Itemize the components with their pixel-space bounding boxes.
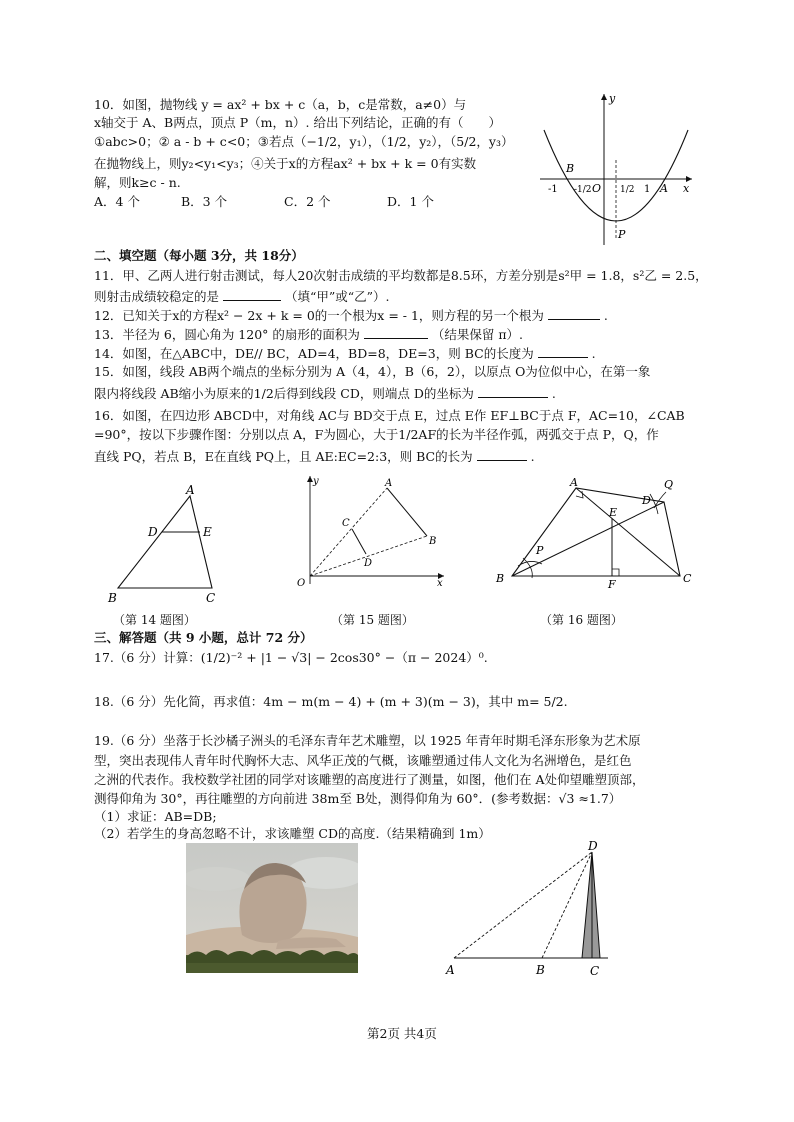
q18-line: 18.（6 分）先化简，再求值：4m − m(m − 4) + (m + 3)(m − 3)，其中 m= 5/2. [94,694,568,709]
q10-option-a: A．4 个 [94,194,140,209]
q12-text-b: . [603,308,608,323]
fig15-coordinate-figure [284,472,450,590]
fig15-label-c: C [342,518,350,529]
fig15-label-y: y [313,476,319,487]
q10-tick-1: 1 [644,184,651,195]
q19-line-3: 之洲的代表作。我校数学社团的同学对该雕塑的高度进行了测量，如图，他们在 A处仰望雕塑顶部， [94,772,645,787]
q15-line-1: 15．如图，线段 AB两个端点的坐标分别为 A（4，4），B（6，2），以原点 O为位似中心，在第一象 [94,364,651,379]
q19-elevation-figure [440,838,620,980]
q19-label-d: D [588,839,598,853]
q10-tick-half: 1/2 [620,185,635,195]
q16-text-b: . [530,449,535,464]
q10-x-label: x [683,182,690,195]
q13-answer-blank[interactable] [364,326,428,339]
q19-label-b: B [536,963,545,977]
q16-answer-blank[interactable] [477,448,527,461]
fig14-label-b: B [108,591,117,605]
fig15-label-o: O [297,578,306,589]
fig16-label-c: C [683,572,692,585]
fig16-label-d: D [642,494,651,507]
q10-option-c: C．2 个 [284,194,331,209]
section-3-heading: 三、解答题（共 9 小题，总计 72 分） [94,630,313,645]
fig15-caption: （第 15 题图） [331,613,414,627]
fig14-label-e: E [203,525,212,539]
q11-answer-blank[interactable] [223,288,281,301]
q10-b-label: B [566,162,575,175]
q16-line-2: =90°，按以下步骤作图：分别以点 A，F为圆心，大于1/2AF的长为半径作弧，两弧交于点 P，Q，作 [94,427,659,442]
q12-text-a: 12．已知关于x的方程x² − 2x + k = 0的一个根为x = - 1，则方程的另一个根为 [94,308,544,323]
q10-tick-mhalf: -1/2 [574,185,592,195]
fig16-label-f: F [608,578,616,591]
q19-label-c: C [590,964,600,978]
q10-p-label: P [618,228,626,241]
q10-o-label: O [592,182,602,195]
q10-option-d: D．1 个 [387,194,434,209]
fig14-label-a: A [186,484,195,497]
fig15-label-d: D [364,558,373,569]
fig14-caption: （第 14 题图） [113,613,196,627]
section-2-heading: 二、填空题（每小题 3分，共 18分） [94,248,304,263]
page-footer: 第2页 共4页 [367,1026,437,1041]
q14-text-b: . [591,346,596,361]
q16-line-3 [94,448,535,465]
q13-line [94,326,523,343]
q13-text-b: （结果保留 π）. [431,327,524,342]
q19-part-2: （2）若学生的身高忽略不计，求该雕塑 CD的高度.（结果精确到 1m） [94,826,491,841]
fig16-label-q: Q [664,478,674,491]
q10-line-3: ①abc>0；② a - b + c<0；③若点（−1/2，y₁），（1/2，y₂），（5/2，y₃） [94,134,514,149]
fig16-label-a: A [570,476,578,489]
fig16-quadrilateral [490,474,700,592]
q14-text-a: 14．如图，在△ABC中，DE// BC，AD=4，BD=8，DE=3，则 BC的长度为 [94,346,534,361]
fig16-caption: （第 16 题图） [540,613,623,627]
q15-line-2 [94,385,556,402]
q13-text-a: 13．半径为 6，圆心角为 120° 的扇形的面积为 [94,327,360,342]
fig16-label-e: E [609,506,618,519]
q12-line [94,307,608,324]
fig14-label-c: C [206,591,216,605]
q14-line [94,345,596,362]
q10-line-1: 10．如图，抛物线 y = ax² + bx + c（a，b，c是常数，a≠0）与 [94,97,467,112]
fig16-label-b: B [496,572,505,585]
fig14-triangle [104,484,234,606]
fig16-label-p: P [536,544,544,557]
q11-text-a: 则射击成绩较稳定的是 [94,289,220,304]
q17-line: 17.（6 分）计算：(1/2)⁻² + |1 − √3| − 2cos30° −（π − 2024）⁰. [94,650,488,665]
q11-line-2 [94,288,390,305]
q15-text-b: . [551,386,556,401]
q19-line-1: 19.（6 分）坐落于长沙橘子洲头的毛泽东青年艺术雕塑，以 1925 年青年时期毛泽东形象为艺术原 [94,733,641,748]
q10-line-2: x轴交于 A、B两点，顶点 P（m，n）. 给出下列结论，正确的有（ ） [94,115,501,130]
q19-label-a: A [446,963,455,977]
q19-line-4: 测得仰角为 30°，再往雕塑的方向前进 38m至 B处，测得仰角为 60°．(参考数据：√3 ≈1.7） [94,791,622,806]
q10-option-b: B．3 个 [181,194,228,209]
fig14-label-d: D [148,525,158,539]
q15-text-a: 限内将线段 AB缩小为原来的1/2后得到线段 CD，则端点 D的坐标为 [94,386,474,401]
fig15-label-a: A [385,478,393,489]
q10-a-label: A [660,182,668,195]
q16-text-a: 直线 PQ，若点 B，E在直线 PQ上，且 AE:EC=2:3，则 BC的长为 [94,449,473,464]
q16-line-1: 16．如图，在四边形 ABCD中，对角线 AC与 BD交于点 E，过点 E作 EF⊥BC于点 F，AC=10，∠CAB [94,408,685,423]
q10-y-label: y [609,92,616,105]
fig15-label-b: B [429,536,437,547]
q19-line-2: 型，突出表现伟人青年时代胸怀大志、风华正茂的气概，该雕塑通过伟人文化为名洲增色，是红色 [94,753,632,768]
q10-parabola-graph [536,90,696,248]
fig15-label-x: x [437,578,443,589]
sculpture-photo [186,843,358,973]
q15-answer-blank[interactable] [478,385,548,398]
q11-text-b: （填“甲”或“乙”）. [284,289,390,304]
q12-answer-blank[interactable] [548,307,600,320]
q10-line-5: 解，则k≥c - n. [94,175,181,190]
q14-answer-blank[interactable] [538,345,588,358]
q10-line-4: 在抛物线上，则y₂<y₁<y₃；④关于x的方程ax² + bx + k = 0有实数 [94,156,477,171]
q19-part-1: （1）求证：AB=DB; [94,809,217,824]
q10-tick-m1: -1 [548,184,558,195]
q11-line-1: 11．甲、乙两人进行射击测试，每人20次射击成绩的平均数都是8.5环，方差分别是s²甲 = 1.8，s²乙 = 2.5， [94,268,708,283]
